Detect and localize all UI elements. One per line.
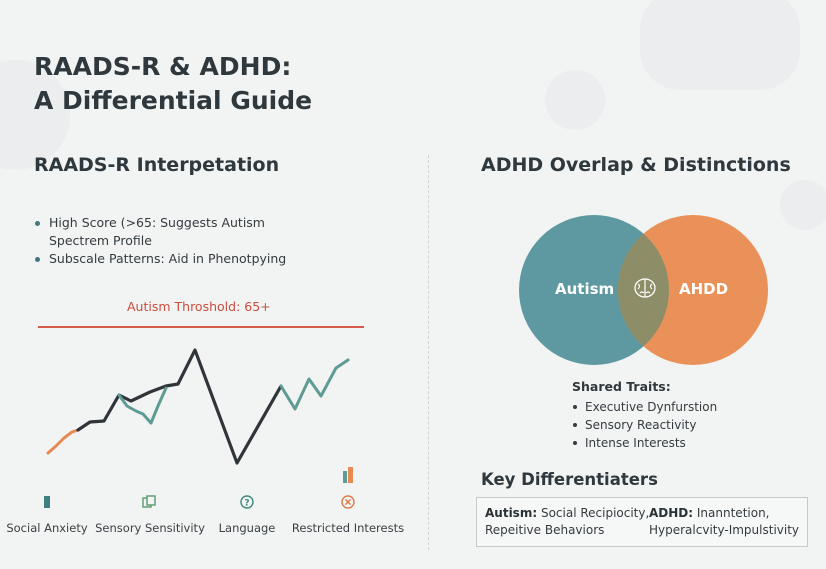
right-section-heading: ADHD Overlap & Distinctions	[481, 154, 791, 176]
list-item-text: High Score (>65: Suggests Autism	[49, 215, 265, 230]
adhd-text-line2: Hyperalcvity-Impulstivity	[649, 523, 800, 537]
shared-traits-list	[572, 398, 717, 452]
mini-bar-orange	[348, 467, 353, 483]
bullet-dot	[573, 441, 577, 445]
adhd-differentiator	[649, 505, 799, 539]
venn-label-autism: Autism	[555, 280, 615, 298]
key-differentiators-title: Key Differentiaters	[481, 470, 658, 489]
threshold-label: Autism Throshold: 65+	[127, 299, 271, 314]
brain-icon	[632, 275, 658, 305]
list-item-text: Sensory Reactivity	[585, 418, 697, 432]
bullet-dot	[573, 423, 577, 427]
autism-label: Autism:	[485, 506, 538, 520]
bar-icon	[39, 494, 55, 510]
svg-text:?: ?	[244, 498, 250, 509]
shared-traits-title: Shared Traits:	[572, 379, 671, 394]
series-line-teal	[119, 388, 166, 423]
page-title-line2: A Differential Guide	[34, 86, 313, 115]
list-item-text: Subscale Patterns: Aid in Phenotpying	[49, 251, 287, 266]
series-line-orange	[48, 430, 78, 453]
x-label: Restricted Interests	[291, 521, 405, 535]
page-title-line1: RAADS-R & ADHD:	[34, 52, 292, 81]
question-circle-icon	[239, 494, 255, 510]
close-circle-icon	[340, 494, 356, 510]
x-label: Sensory Sensitivity	[95, 521, 205, 535]
adhd-label: ADHD:	[649, 506, 694, 520]
series-line-teal	[281, 360, 348, 409]
autism-differentiator	[485, 505, 649, 539]
list-item	[572, 434, 717, 452]
x-label: Language	[218, 521, 276, 535]
x-label: Social Anxiety	[6, 521, 88, 535]
venn-label-adhd: AHDD	[679, 280, 729, 298]
bullet-dot	[573, 405, 577, 409]
list-item	[572, 398, 717, 416]
list-item-text: Intense Interests	[585, 436, 686, 450]
series-line-dark	[78, 350, 281, 463]
autism-text-line2: Repeitive Behaviors	[485, 523, 605, 537]
adhd-text-line1: Inanntetion,	[696, 506, 770, 520]
list-item	[572, 416, 717, 434]
section-divider	[428, 155, 429, 550]
list-item-text: Spectrem Profile	[49, 233, 152, 248]
left-section-heading: RAADS-R Interpetation	[34, 154, 280, 176]
copy-icon	[141, 494, 157, 510]
autism-text-line1: Social Recipiocity,	[540, 506, 650, 520]
list-item-text: Executive Dynfurstion	[585, 400, 718, 414]
mini-bar-teal	[343, 471, 347, 483]
key-differentiators-box	[476, 497, 808, 547]
